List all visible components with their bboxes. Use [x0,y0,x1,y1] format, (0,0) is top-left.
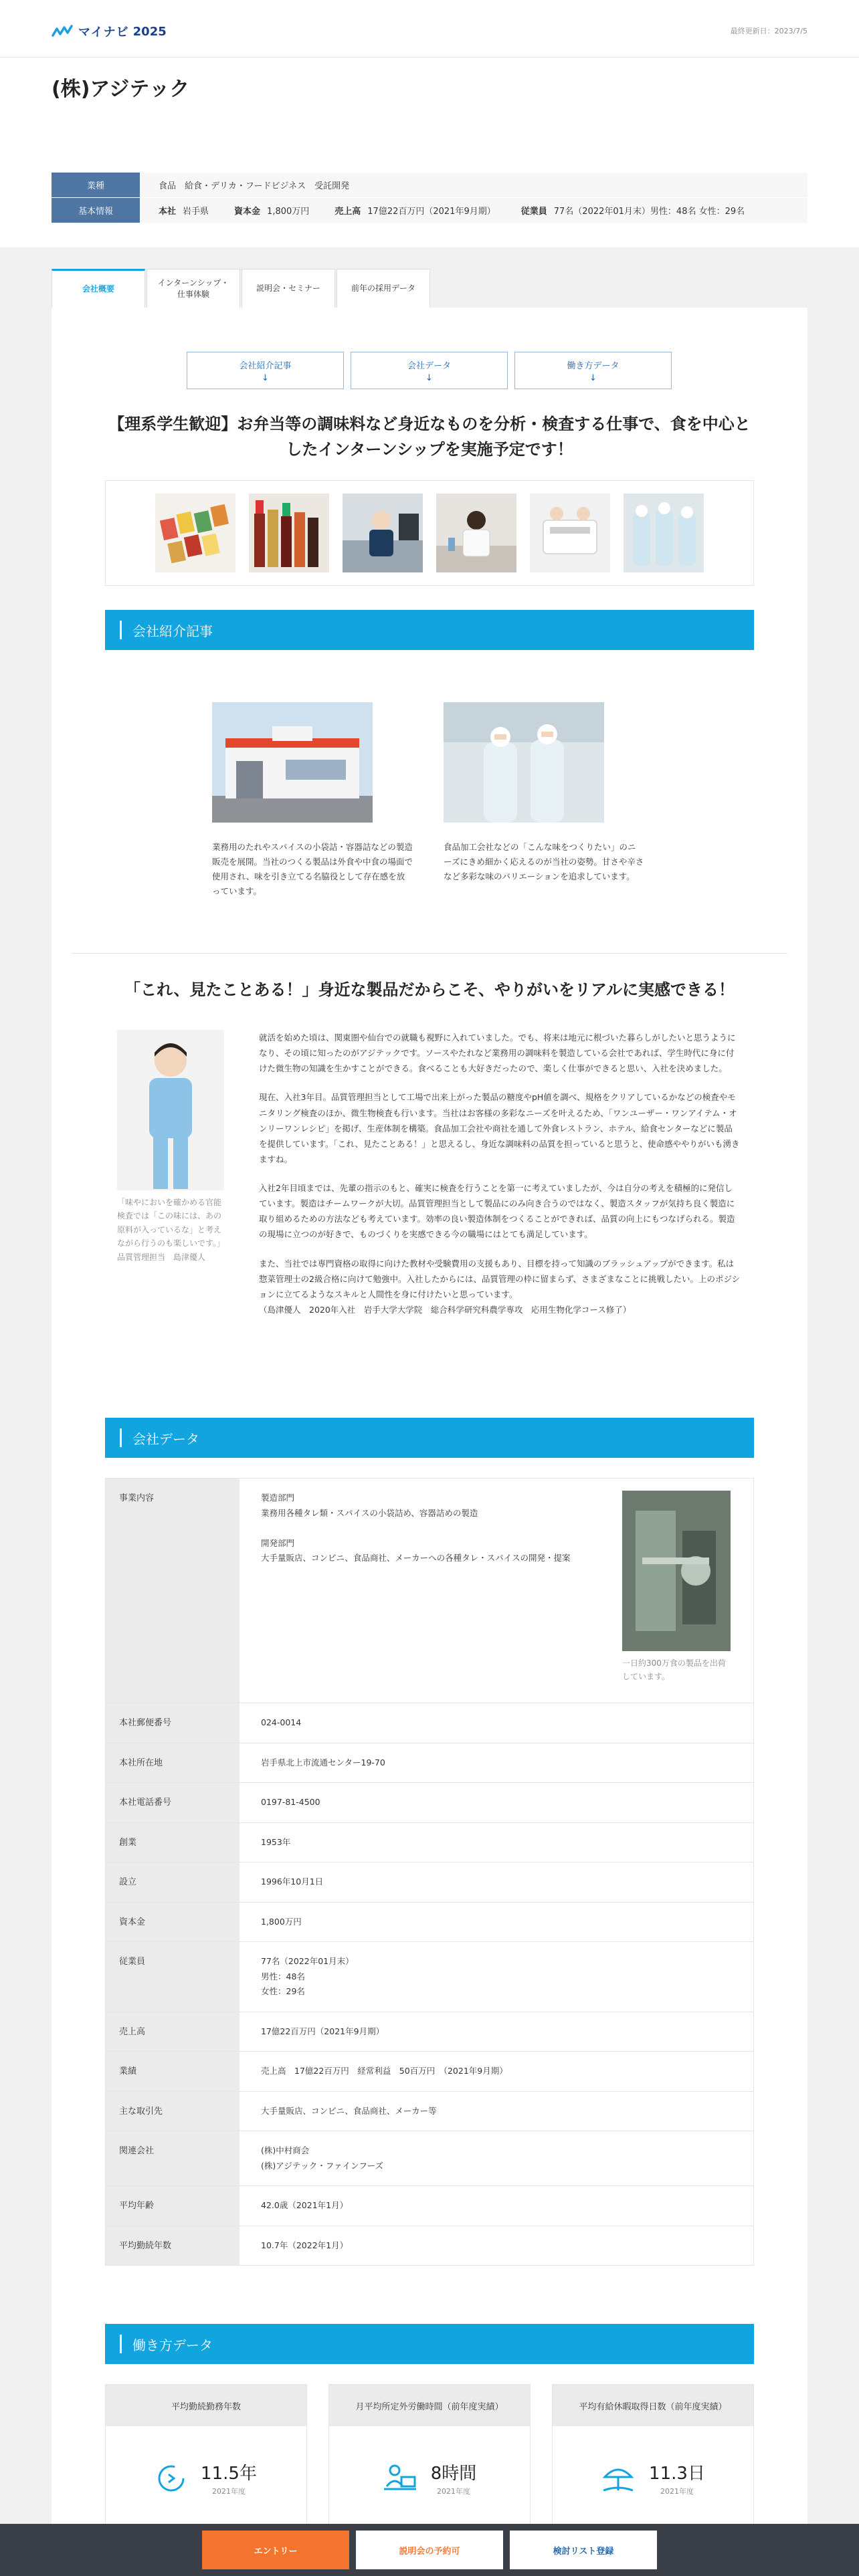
row-value: 024-0014 [261,1717,302,1727]
logo-mark-icon [52,25,74,38]
gallery-photo[interactable] [436,494,516,572]
row-label: 創業 [106,1823,240,1862]
section-heading-workstyle: 働き方データ [105,2324,754,2364]
basic-info-row [52,198,807,223]
table-row [106,1479,753,1703]
gallery-photo[interactable] [249,494,329,572]
card-year: 2021年度 [436,2487,470,2496]
row-value: 17億22百万円（2021年9月期） [261,2026,385,2036]
staff-photo [444,702,604,823]
employees-value: 77名（2022年01月末）男性：48名 女性：29名 [553,207,745,217]
row-label: 業績 [106,2052,240,2091]
hq-value: 岩手県 [183,207,209,217]
page-tabs [52,269,432,308]
anchor-article-label: 会社紹介記事 [239,360,292,371]
table-row [106,1903,753,1943]
sticky-action-bar [0,2524,859,2576]
card-value: 11.5年 [201,2464,257,2484]
mynavi-logo[interactable] [52,23,167,40]
table-row [106,1942,753,2012]
article-text: 業務用のたれやスパイスの小袋詰・容器詰などの製造販売を展開。当社のつくる製品は外食や中食の場面で使用され、味を引き立てる名脇役として存在感を放っています。 [212,842,413,896]
row-label: 本社電話番号 [106,1783,240,1822]
article-text: 食品加工会社などの「こんな味をつくりたい」のニーズにきめ細かく応えるのが当社の姿勢。甘さや辛さなど多彩な味のバリエーションを追求しています。 [444,842,644,881]
row-label: 売上高 [106,2012,240,2052]
card-year: 2021年度 [212,2487,246,2496]
anchor-workstyle[interactable] [514,352,672,389]
row-value: 製造部門 業務用各種タレ類・スパイスの小袋詰め、容器詰めの製造 開発部門 大手量販店、コンビニ、食品商社、メーカーへの各種タレ・スパイスの開発・提案 [261,1493,571,1563]
card-value: 11.3日 [649,2464,705,2484]
row-label: 本社郵便番号 [106,1703,240,1743]
row-value: 1996年10月1日 [261,1876,324,1887]
row-label: 関連会社 [106,2131,240,2185]
divider [72,953,787,954]
hq-label: 本社 [159,207,177,217]
table-row [106,2226,753,2266]
table-row [106,2131,753,2186]
tab-overview[interactable]: 会社概要 [52,269,145,308]
logo-year: 2025 [132,24,167,39]
anchor-company-data[interactable] [351,352,508,389]
seminar-reserve-button[interactable]: 説明会の予約可 [356,2531,503,2569]
table-row [106,1823,753,1863]
row-label: 主な取引先 [106,2092,240,2131]
desk-worker-icon [383,2462,417,2494]
photo-gallery [105,480,754,586]
employees-label: 従業員 [520,207,547,217]
lead-headline: 【理系学生歓迎】お弁当等の調味料など身近なものを分析・検査する仕事で、食を中心としたインターンシップを実施予定です！ [108,415,751,459]
employee-photo [117,1030,224,1190]
workstyle-card [105,2384,307,2545]
gallery-photo[interactable] [530,494,610,572]
interview-paragraph: 現在、入社3年目。品質管理担当として工場で出来上がった製品の糖度やpH値を調べ、規格をクリアしているかなどの検査やモニタリング検査のほか、微生物検査も行います。当社はお客様の多彩なニーズを叶えるため、「ワンユーザー・ワンアイテム・オンリーワンレシピ」を掲げ、生産体制を構築。食品加工会社や商社を通して外食レストラン、ホテル、給食センターなどに製品を提供しています。「これ、見たことある！」と思えるし、身近な調味料の品質を担っていると思うと、使命感ややりがいも湧きますね。 [259,1092,740,1164]
production-line-photo [622,1491,731,1651]
card-title: 月平均所定外労働時間（前年度実績） [329,2385,530,2426]
interview-title: 「これ、見たことある！」身近な製品だからこそ、やりがいをリアルに実感できる！ [124,980,735,999]
anchor-links [187,352,672,389]
row-value: 77名（2022年01月末） 男性：48名 女性：29名 [261,1956,354,1996]
site-header [0,0,859,58]
arrow-down-icon: ↓ [425,372,433,383]
capital-label: 資本金 [234,207,261,217]
tab-seminar[interactable]: 説明会・セミナー [242,269,335,308]
beach-umbrella-icon [601,2462,636,2494]
tab-recruit-data[interactable]: 前年の採用データ [337,269,430,308]
card-value: 8時間 [430,2464,477,2484]
add-to-list-button[interactable]: 検討リスト登録 [510,2531,657,2569]
arrow-down-icon: ↓ [262,372,269,383]
industry-row [52,173,807,198]
table-row [106,1703,753,1743]
workstyle-card [328,2384,531,2545]
workstyle-card [552,2384,754,2545]
card-title: 平均有給休暇取得日数（前年度実績） [553,2385,753,2426]
factory-photo [212,702,373,823]
article-card[interactable] [212,702,413,899]
gallery-photo[interactable] [155,494,235,572]
row-label: 資本金 [106,1903,240,1942]
industry-value: 食品 給食・デリカ・フードビジネス 受託開発 [159,181,350,191]
row-value: 岩手県北上市流通センター19-70 [261,1757,385,1767]
company-data-table [105,1478,754,2266]
interview-body [259,1030,741,1331]
basic-info-label: 基本情報 [52,198,140,223]
row-value: (株)中村商会 (株)アジテック・ファインフーズ [261,2145,384,2171]
row-label: 平均勤続年数 [106,2226,240,2266]
industry-label: 業種 [52,173,140,197]
row-label: 事業内容 [106,1479,240,1703]
workstyle-cards [105,2384,754,2545]
article-card[interactable] [444,702,644,884]
logo-text: マイナビ [78,25,129,39]
table-row [106,2052,753,2092]
arrow-down-icon: ↓ [589,372,597,383]
company-info-table [52,173,807,223]
table-row [106,2092,753,2132]
interview-paragraph: 就活を始めた頃は、関東圏や仙台での就職も視野に入れていました。でも、将来は地元に根づいた暮らしがしたいと思うようになり、その頃に知ったのがアジテックです。ソースやたれなど業務用の調味料を製造している会社であれば、学生時代に身に付けた微生物の知識を生かすことができる。食べることも大好きだったので、楽しく仕事ができると思い、入社を決めました。 [259,1033,736,1074]
table-row [106,2012,753,2052]
gallery-photo[interactable] [343,494,423,572]
anchor-workstyle-label: 働き方データ [567,360,619,371]
card-year: 2021年度 [660,2487,694,2496]
interview-paragraph: 入社2年目頃までは、先輩の指示のもと、確実に検査を行うことを第一に考えていましたが、今は自分の考えを積極的に発信しています。製造はチームワークが大切。品質管理担当として製品にのみ向き合うのではなく、製造スタッフが気持ち良く製造に取り組めるための方法なども考えています。効率の良い製造体制をつくることができれば、品質の向上にもつなげられる。製造の現場に立つのが好きで、ものづくりを実感できる今の職場にはとても満足しています。 [259,1183,735,1240]
table-row [106,2186,753,2226]
capital-value: 1,800万円 [267,207,310,217]
row-label: 平均年齢 [106,2186,240,2226]
row-label: 本社所在地 [106,1743,240,1783]
section-heading-article: 会社紹介記事 [105,610,754,650]
table-row [106,1743,753,1784]
row-label: 従業員 [106,1942,240,2012]
row-value: 大手量販店、コンビニ、食品商社、メーカー等 [261,2105,437,2116]
sales-label: 売上高 [335,207,361,217]
cycle-icon [155,2462,187,2494]
entry-button[interactable]: エントリー [202,2531,349,2569]
production-photo-caption: 一日約300万食の製品を出荷しています。 [622,1658,726,1682]
row-label: 設立 [106,1862,240,1902]
row-value: 1953年 [261,1836,291,1847]
anchor-company-data-label: 会社データ [407,360,451,371]
anchor-article[interactable] [187,352,344,389]
row-value: 0197-81-4500 [261,1797,320,1807]
row-value: 1,800万円 [261,1916,302,1927]
tab-internship[interactable]: インターンシップ・ 仕事体験 [147,269,240,308]
main-content [52,308,807,2576]
row-value: 売上高 17億22百万円 経常利益 50百万円 （2021年9月期） [261,2066,508,2076]
interview-paragraph: また、当社では専門資格の取得に向けた教材や受験費用の支援もあり、目標を持って知識のブラッシュアップができます。私は惣菜管理士の2級合格に向けて勉強中。入社したからには、品質管理の枠に留まらず、さまざまなことに挑戦したい。上のポジションに立てるようなスキルと人間性を身に付けたいと思っています。 （島津優人 2020年入社 岩手大学大学院 総合科学研究科農学専攻 応用生物化学コース修了） [259,1258,741,1315]
sales-value: 17億22百万円（2021年9月期） [367,207,496,217]
row-value: 42.0歳（2021年1月） [261,2200,349,2210]
gallery-photo[interactable] [624,494,704,572]
section-heading-company-data: 会社データ [105,1418,754,1458]
card-title: 平均勤続勤務年数 [106,2385,306,2426]
employee-caption: 「味やにおいを確かめる官能検査では「この味には、あの原料が入っているな」と考えながら行うのも楽しいです。」品質管理担当 島津優人 [117,1198,225,1262]
table-row [106,1783,753,1823]
table-row [106,1862,753,1903]
row-value: 10.7年（2022年1月） [261,2240,349,2250]
company-name: (株)アジテック [52,78,190,101]
last-updated: 最終更新日：2023/7/5 [730,27,807,35]
